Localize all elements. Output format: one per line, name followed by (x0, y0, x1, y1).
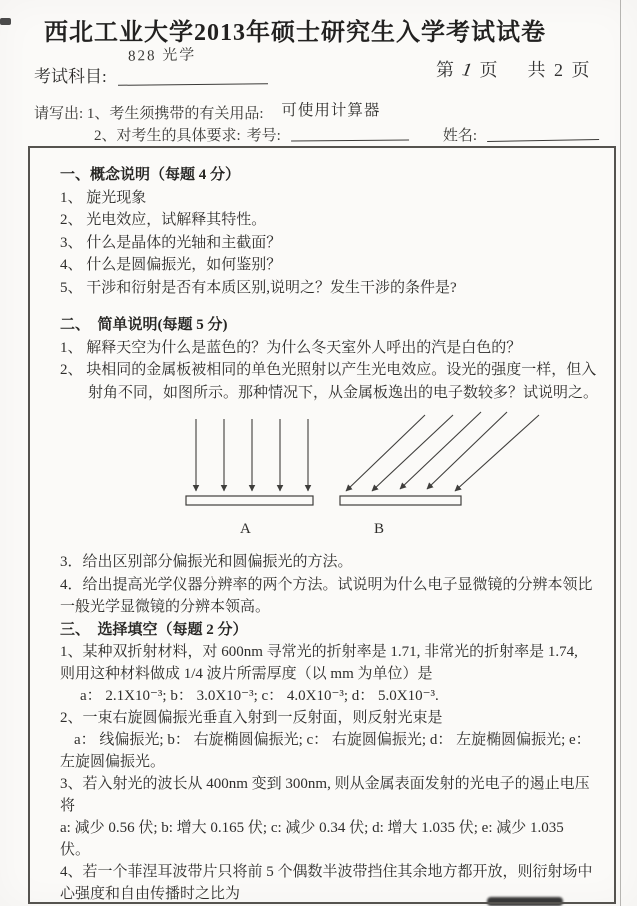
s1-item-5: 5、 干涉和衍射是否有本质区别,说明之？发生干涉的条件是? (60, 279, 457, 296)
s1-item-4: 4、 什么是圆偏振光，如何鉴别？ (60, 257, 282, 273)
section3-heading: 三、 选择填空（每题 2 分） (60, 621, 248, 638)
s3-q2-line1: 2、一束右旋圆偏振光垂直入射到一反射面，则反射光束是 (60, 709, 443, 726)
subject-blank-line (118, 83, 268, 86)
note2-label: 2、对考生的具体要求: (94, 128, 241, 144)
page-word-right: 页 (479, 60, 500, 80)
metal-plate-a (186, 496, 313, 505)
s2-item-4-line1: 4．给出提高光学仪器分辨率的两个方法。试说明为什么电子显微镜的分辨本领比 (60, 576, 593, 593)
normal-incidence-arrows-icon (196, 419, 308, 491)
s1-item-3: 3、 什么是晶体的光轴和主截面？ (60, 234, 282, 251)
s1-item-2: 2、 光电效应，试解释其特性。 (60, 212, 267, 228)
s2-item-3: 3．给出区别部分偏振光和圆偏振光的方法。 (60, 554, 353, 570)
s3-q2-options-line2: 左旋圆偏振光。 (60, 753, 166, 770)
exam-no-label: 考号: (246, 128, 281, 144)
incidence-angle-figure (158, 406, 578, 544)
section1-heading: 一、概念说明（每题 4 分） (60, 167, 241, 183)
s3-q3-line2: 将 (60, 797, 76, 814)
s3-q3-options-line1: a: 减少 0.56 伏; b: 增大 0.165 伏; c: 减少 0.34 伏; d: 增大 1.035 伏; e: 减少 1.035 (60, 819, 564, 836)
scan-edge-line (620, 0, 621, 906)
subject-label: 考试科目: (34, 67, 107, 86)
s2-item-2-line1: 2、 块相同的金属板被相同的单色光照射以产生光电效应。设光的强度一样，但入 (60, 362, 597, 378)
name-label: 姓名: (442, 128, 478, 144)
metal-plate-b (340, 496, 461, 505)
note-prefix: 请写出: (34, 106, 84, 122)
oblique-incidence-arrows-icon (346, 412, 539, 491)
figure-label-a: A (240, 521, 251, 537)
name-blank-field (487, 125, 599, 141)
subject-value-handwritten: 828 光学 (127, 47, 197, 65)
page-title: 西北工业大学2013年硕士研究生入学考试试卷 (44, 20, 546, 46)
section2-heading: 二、 简单说明(每题 5 分) (60, 317, 228, 333)
s3-q1-line2: 则用这种材料做成 1/4 波片所需厚度（以 mm 为单位）是 (60, 665, 433, 682)
question-area-box (28, 146, 616, 904)
s3-q4-line1: 4、若一个菲涅耳波带片只将前 5 个偶数半波带挡住其余地方都开放，则衍射场中 (60, 863, 593, 880)
page-number-handwritten: 1 (460, 59, 476, 82)
scan-artifact-mark (0, 18, 11, 25)
s2-item-2-line2: 射角不同，如图所示。那种情况下，从金属板逸出的电子数较多？试说明之。 (88, 384, 599, 401)
question-content (30, 148, 614, 905)
s2-item-4-line2: 一般光学显微镜的分辨本领高。 (60, 599, 271, 615)
s3-q3-line1: 3、若入射光的波长从 400nm 变到 300nm, 则从金属表面发射的光电子的遏止电压 (60, 775, 590, 792)
s3-q1-options: a： 2.1X10⁻³; b： 3.0X10⁻³; c： 4.0X10⁻³; d： 5.0X10⁻³. (80, 687, 439, 704)
s1-item-1: 1、 旋光现象 (60, 189, 147, 206)
s3-q1-line1: 1、某种双折射材料，对 600nm 寻常光的折射率是 1.71, 非常光的折射率是 1.74, (60, 643, 578, 660)
s3-q3-options-line2: 伏。 (60, 841, 91, 858)
page-indicator (436, 56, 592, 82)
instruction-row-2 (94, 124, 599, 145)
instruction-row-1 (34, 101, 380, 123)
exam-no-blank-field (291, 125, 409, 141)
page-word-left: 第 (436, 60, 456, 80)
s3-q4-line2: 心强度和自由传播时之比为 (60, 885, 241, 902)
note1-value-handwritten: 可使用计算器 (281, 102, 381, 119)
s2-item-1: 1、 解释天空为什么是蓝色的？为什么冬天室外人呼出的汽是白色的？ (60, 339, 522, 356)
note1-label: 1、考生须携带的有关用品: (86, 106, 264, 122)
figure-label-b: B (374, 521, 385, 537)
total-pages: 共 2 页 (527, 60, 592, 80)
s3-q2-options-line1: a： 线偏振光; b： 右旋椭圆偏振光; c： 右旋圆偏振光; d： 左旋椭圆偏振光; e： (74, 731, 591, 748)
